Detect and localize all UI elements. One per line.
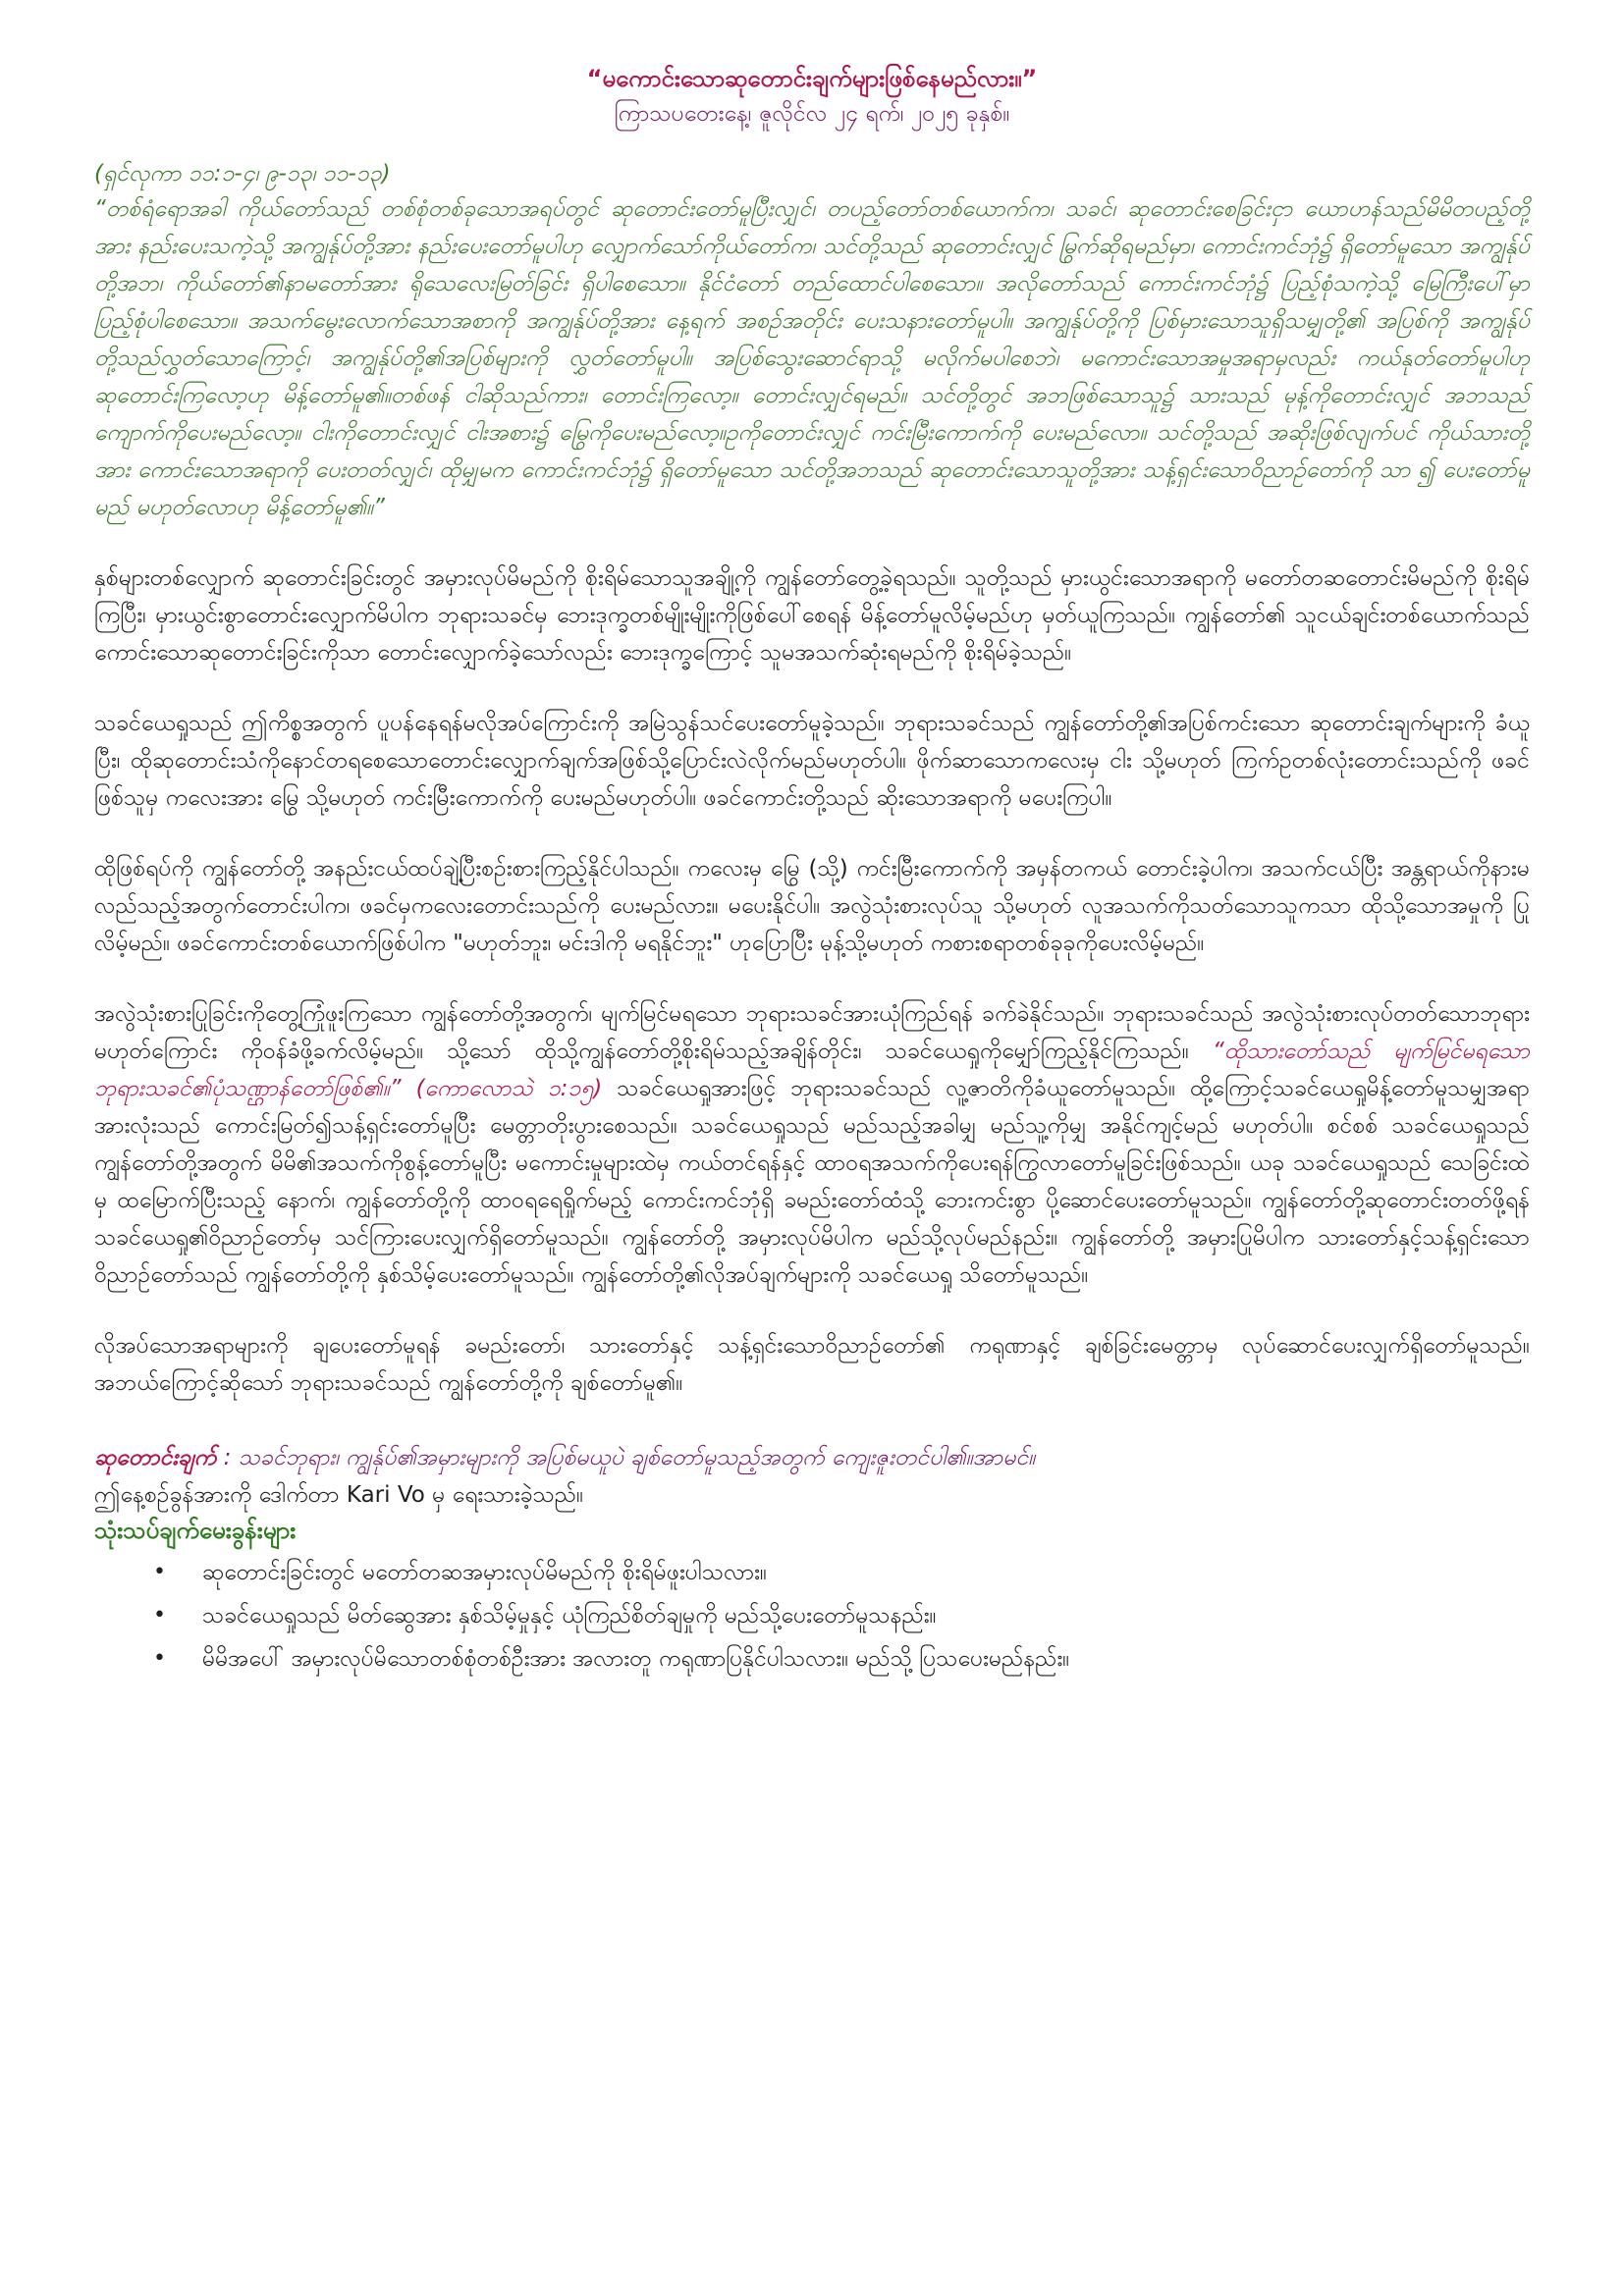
scripture-reference: (ရှင်လုကာ ၁၁:၁-၄၊ ၉-၁၃၊ ၁၁-၁၃): [94, 161, 391, 187]
bullet-icon: •: [153, 1646, 166, 1671]
prayer-separator: :: [216, 1445, 239, 1470]
paragraph-4-body: သခင်ယေရှုအားဖြင့် ဘုရားသခင်သည် လူ့ဇာတိကိုခံယူတော်မူသည်။ ထို့ကြောင့်သခင်ယေရှုမိန့်တော်မူသမျှအရာအားလုံးသည် ကောင်းမြတ်၍သန့်ရှင်းတော်မူပြီး မေတ္တာတိုးပွားစေသည်။ သခင်ယေရှုသည် မည်သည့်အခါမျှ မည်သူ့ကိုမျှ အနိုင်ကျင့်မည် မဟုတ်ပါ။ စင်စစ် သခင်ယေရှုသည် ကျွန်တော်တို့အတွက် မိမိ၏အသက်ကိုစွန့်တော်မူပြီး မကောင်းမှုများထဲမှ ကယ်တင်ရန်နှင့် ထာဝရအသက်ကိုပေးရန်ကြွလာတော်မူခြင်းဖြစ်သည်။ ယခု သခင်ယေရှုသည် သေခြင်းထဲမှ ထမြောက်ပြီးသည့် နောက်၊ ကျွန်တော်တို့ကို ထာဝရရေရှိုက်မည့် ကောင်းကင်ဘုံရှိ ခမည်းတော်ထံသို့ ဘေးကင်းစွာ ပို့ဆောင်ပေးတော်မူသည်။ ကျွန်တော်တို့ဆုတောင်းတတ်ဖို့ရန်သခင်ယေရှု၏ဝိညာဉ်တော်မှ သင်ကြားပေးလျှက်ရှိတော်မူသည်။ ကျွန်တော်တို့ အမှားလုပ်မိပါက မည်သို့လုပ်မည်နည်း။ ကျွန်တော်တို့ အမှားပြုမိပါက သားတော်နှင့်သန့်ရှင်းသောဝိညာဉ်တော်သည် ကျွန်တော်တို့ကို နှစ်သိမ့်ပေးတော်မူသည်။ ကျွန်တော်တို့၏လိုအပ်ချက်များကို သခင်ယေရှု သိတော်မူသည်။: [94, 1076, 1530, 1288]
body-paragraph-4: [94, 995, 1530, 1294]
paragraph-4-intro: အလွဲသုံးစားပြုခြင်းကိုတွေ့ကြုံဖူးကြသော ကျွန်တော်တို့အတွက်၊ မျက်မြင်မရသော ဘုရားသခင်အားယုံကြည်ရန် ခက်ခဲနိုင်သည်။ ဘုရားသခင်သည် အလွဲသုံးစားလုပ်တတ်သောဘုရားမဟုတ်ကြောင်း ကိုဝန်ခံဖို့ခက်လိမ့်မည်။ သို့သော် ထိုသို့ကျွန်တော်တို့စိုးရိမ်သည့်အချိန်တိုင်း၊ သခင်ယေရှုကိုမျှော်ကြည့်နိုင်ကြသည်။: [94, 1001, 1530, 1064]
prayer-line: [94, 1441, 1530, 1474]
body-paragraph-5: လိုအပ်သောအရာများကို ချပေးတော်မူရန် ခမည်းတော်၊ သားတော်နှင့် သန့်ရှင်းသောဝိညာဉ်တော်၏ ကရုဏာနှင့် ချစ်ခြင်းမေတ္တာမှ လုပ်ဆောင်ပေးလျှက်ရှိတော်မူသည်။ အဘယ်ကြောင့်ဆိုသော် ဘုရားသခင်သည် ကျွန်တော်တို့ကို ချစ်တော်မူ၏။: [94, 1333, 1530, 1396]
bullet-icon: •: [153, 1560, 166, 1584]
question-text: မိမိအပေါ် အမှားလုပ်မိသောတစ်စုံတစ်ဦးအား အလားတူ ကရုဏာပြနိုင်ပါသလား။ မည်သို့ ပြသပေးမည်နည်း။: [202, 1646, 1070, 1672]
list-item: [153, 1555, 1530, 1590]
bullet-icon: •: [153, 1603, 166, 1628]
author-credit: ဤနေ့စဉ်ခွန်အားကို ဒေါက်တာ Kari Vo မှ ရေးသားခဲ့သည်။: [94, 1482, 584, 1508]
inline-verse-citation: “ထိုသားတော်သည် မျက်မြင်မရသော ဘုရားသခင်၏ပုံသဏ္ဌာန်တော်ဖြစ်၏။” (ကောလောသဲ ၁:၁၅): [94, 1039, 1530, 1101]
scripture-quote: “တစ်ရံရောအခါ ကိုယ်တော်သည် တစ်စုံတစ်ခုသောအရပ်တွင် ဆုတောင်းတော်မူပြီးလျှင်၊ တပည့်တော်တစ်ယောက်က၊ သခင်၊ ဆုတောင်းစေခြင်းငှာ ယောဟန်သည်မိမိတပည့်တို့အား နည်းပေးသကဲ့သို့ အကျွန်ုပ်တို့အား နည်းပေးတော်မူပါဟု လျှောက်သော်ကိုယ်တော်က၊ သင်တို့သည် ဆုတောင်းလျှင် မြွက်ဆိုရမည်မှာ၊ ကောင်းကင်ဘုံ၌ ရှိတော်မူသော အကျွန်ုပ်တို့အဘ၊ ကိုယ်တော်၏နာမတော်အား ရိုသေလေးမြတ်ခြင်း ရှိပါစေသော။ နိုင်ငံတော် တည်ထောင်ပါစေသော။ အလိုတော်သည် ကောင်းကင်ဘုံ၌ ပြည့်စုံသကဲ့သို့ မြေကြီးပေါ်မှာ ပြည့်စုံပါစေသော။ အသက်မွေးလောက်သောအစာကို အကျွန်ုပ်တို့အား နေ့ရက် အစဉ်အတိုင်း ပေးသနားတော်မူပါ။ အကျွန်ုပ်တို့ကို ပြစ်မှားသောသူရှိသမျှတို့၏ အပြစ်ကို အကျွန်ုပ်တို့သည်လွှတ်သောကြောင့်၊ အကျွန်ုပ်တို့၏အပြစ်များကို လွှတ်တော်မူပါ။ အပြစ်သွေးဆောင်ရာသို့ မလိုက်မပါစေဘဲ၊ မကောင်းသောအမှုအရာမှလည်း ကယ်နုတ်တော်မူပါဟု ဆုတောင်းကြလော့ဟု မိန့်တော်မူ၏။တစ်ဖန် ငါဆိုသည်ကား၊ တောင်းကြလော့။ တောင်းလျှင်ရမည်။ သင်တို့တွင် အဘဖြစ်သောသူ၌ သားသည် မုန့်ကိုတောင်းလျှင် အဘသည် ကျောက်ကိုပေးမည်လော့။ ငါးကိုတောင်းလျှင် ငါးအစား၌ မြွေကိုပေးမည်လော့။ဥကိုတောင်းလျှင် ကင်းမြီးကောက်ကို ပေးမည်လော။ သင်တို့သည် အဆိုးဖြစ်လျက်ပင် ကိုယ်သားတို့အား ကောင်းသောအရာကို ပေးတတ်လျှင်၊ ထိုမျှမက ကောင်းကင်ဘုံ၌ ရှိတော်မူသော သင်တို့အဘသည် ဆုတောင်းသောသူတို့အား သန့်ရှင်းသောဝိညာဉ်တော်ကို သာ ၍ ပေးတော်မူမည် မဟုတ်လောဟု မိန့်တော်မူ၏။”: [94, 196, 1530, 520]
body-paragraph-3: ထိုဖြစ်ရပ်ကို ကျွန်တော်တို့ အနည်းငယ်ထပ်ချဲ့ပြီးစဉ်းစားကြည့်နိုင်ပါသည်။ ကလေးမှ မြွေ (သို့) ကင်းမြီးကောက်ကို အမှန်တကယ် တောင်းခဲ့ပါက၊ အသက်ငယ်ပြီး အန္တရာယ်ကိုနားမလည်သည့်အတွက်တောင်းပါက၊ ဖခင်မှကလေးတောင်းသည်ကို ပေးမည်လား။ မပေးနိုင်ပါ။ အလွဲသုံးစားလုပ်သူ သို့မဟုတ် လူအသက်ကိုသတ်သောသူကသာ ထိုသို့သောအမှုကို ပြုလိမ့်မည်။ ဖခင်ကောင်းတစ်ယောက်ဖြစ်ပါက "မဟုတ်ဘူး၊ မင်းဒါကို မရနိုင်ဘူး" ဟုပြောပြီး မုန့်သို့မဟုတ် ကစားစရာတစ်ခုခုကိုပေးလိမ့်မည်။: [94, 856, 1530, 956]
list-item: [153, 1641, 1530, 1677]
page-date: ကြာသပတေးနေ့၊ ဇူလိုင်လ ၂၄ ရက်၊ ၂၀၂၅ ခုနှစ်။: [614, 101, 1010, 127]
reflection-questions-list: [94, 1555, 1530, 1677]
question-text: ဆုတောင်းခြင်းတွင် မတော်တဆအမှားလုပ်မိမည်ကို စိုးရိမ်ဖူးပါသလား။: [202, 1560, 767, 1585]
list-item: [153, 1598, 1530, 1633]
prayer-text: သခင်ဘုရား၊ ကျွန်ုပ်၏အမှားများကို အပြစ်မယူပဲ ချစ်တော်မူသည့်အတွက် ကျေးဇူးတင်ပါ၏။အာမင်။: [238, 1445, 1036, 1470]
reflection-questions-heading: သုံးသပ်ချက်မေးခွန်းများ: [94, 1517, 297, 1544]
page-title: “မကောင်းသောဆုတောင်းချက်များဖြစ်နေမည်လား။”: [586, 65, 1038, 92]
prayer-label: ဆုတောင်းချက်: [94, 1445, 217, 1470]
body-paragraph-2: သခင်ယေရှုသည် ဤကိစ္စအတွက် ပူပန်နေရန်မလိုအပ်ကြောင်းကို အမြဲသွန်သင်ပေးတော်မူခဲ့သည်။ ဘုရားသခင်သည် ကျွန်တော်တို့၏အပြစ်ကင်းသော ဆုတောင်းချက်များကို ခံယူပြီး၊ ထိုဆုတောင်းသံကိုနောင်တရစေသောတောင်းလျှောက်ချက်အဖြစ်သို့ပြောင်းလဲလိုက်မည်မဟုတ်ပါ။ ဖိုက်ဆာသောကလေးမှ ငါး သို့မဟုတ် ကြက်ဥတစ်လုံးတောင်းသည်ကို ဖခင်ဖြစ်သူမှ ကလေးအား မြွေ သို့မဟုတ် ကင်းမြီးကောက်ကို ပေးမည်မဟုတ်ပါ။ ဖခင်ကောင်းတို့သည် ဆိုးသောအရာကို မပေးကြပါ။: [94, 711, 1530, 811]
question-text: သခင်ယေရှုသည် မိတ်ဆွေအား နှစ်သိမ့်မှုနှင့် ယုံကြည်စိတ်ချမှုကို မည်သို့ပေးတော်မူသနည်း။: [202, 1603, 937, 1629]
body-paragraph-1: နှစ်များတစ်လျှောက် ဆုတောင်းခြင်းတွင် အမှားလုပ်မိမည်ကို စိုးရိမ်သောသူအချို့ကို ကျွန်တော်တွေ့ခဲ့ရသည်။ သူတို့သည် မှားယွင်းသောအရာကို မတော်တဆတောင်းမိမည်ကို စိုးရိမ်ကြပြီး၊ မှားယွင်းစွာတောင်းလျှောက်မိပါက ဘုရားသခင်မှ ဘေးဒုက္ခတစ်မျိုးမျိုးကိုဖြစ်ပေါ်စေရန် မိန့်တော်မူလိမ့်မည်ဟု မှတ်ယူကြသည်။ ကျွန်တော်၏ သူငယ်ချင်းတစ်ယောက်သည် ကောင်းသောဆုတောင်းခြင်းကိုသာ တောင်းလျှောက်ခဲ့သော်လည်း ဘေးဒုက္ခကြောင့် သူမအသက်ဆုံးရမည်ကို စိုးရိမ်ခဲ့သည်။: [94, 565, 1530, 666]
